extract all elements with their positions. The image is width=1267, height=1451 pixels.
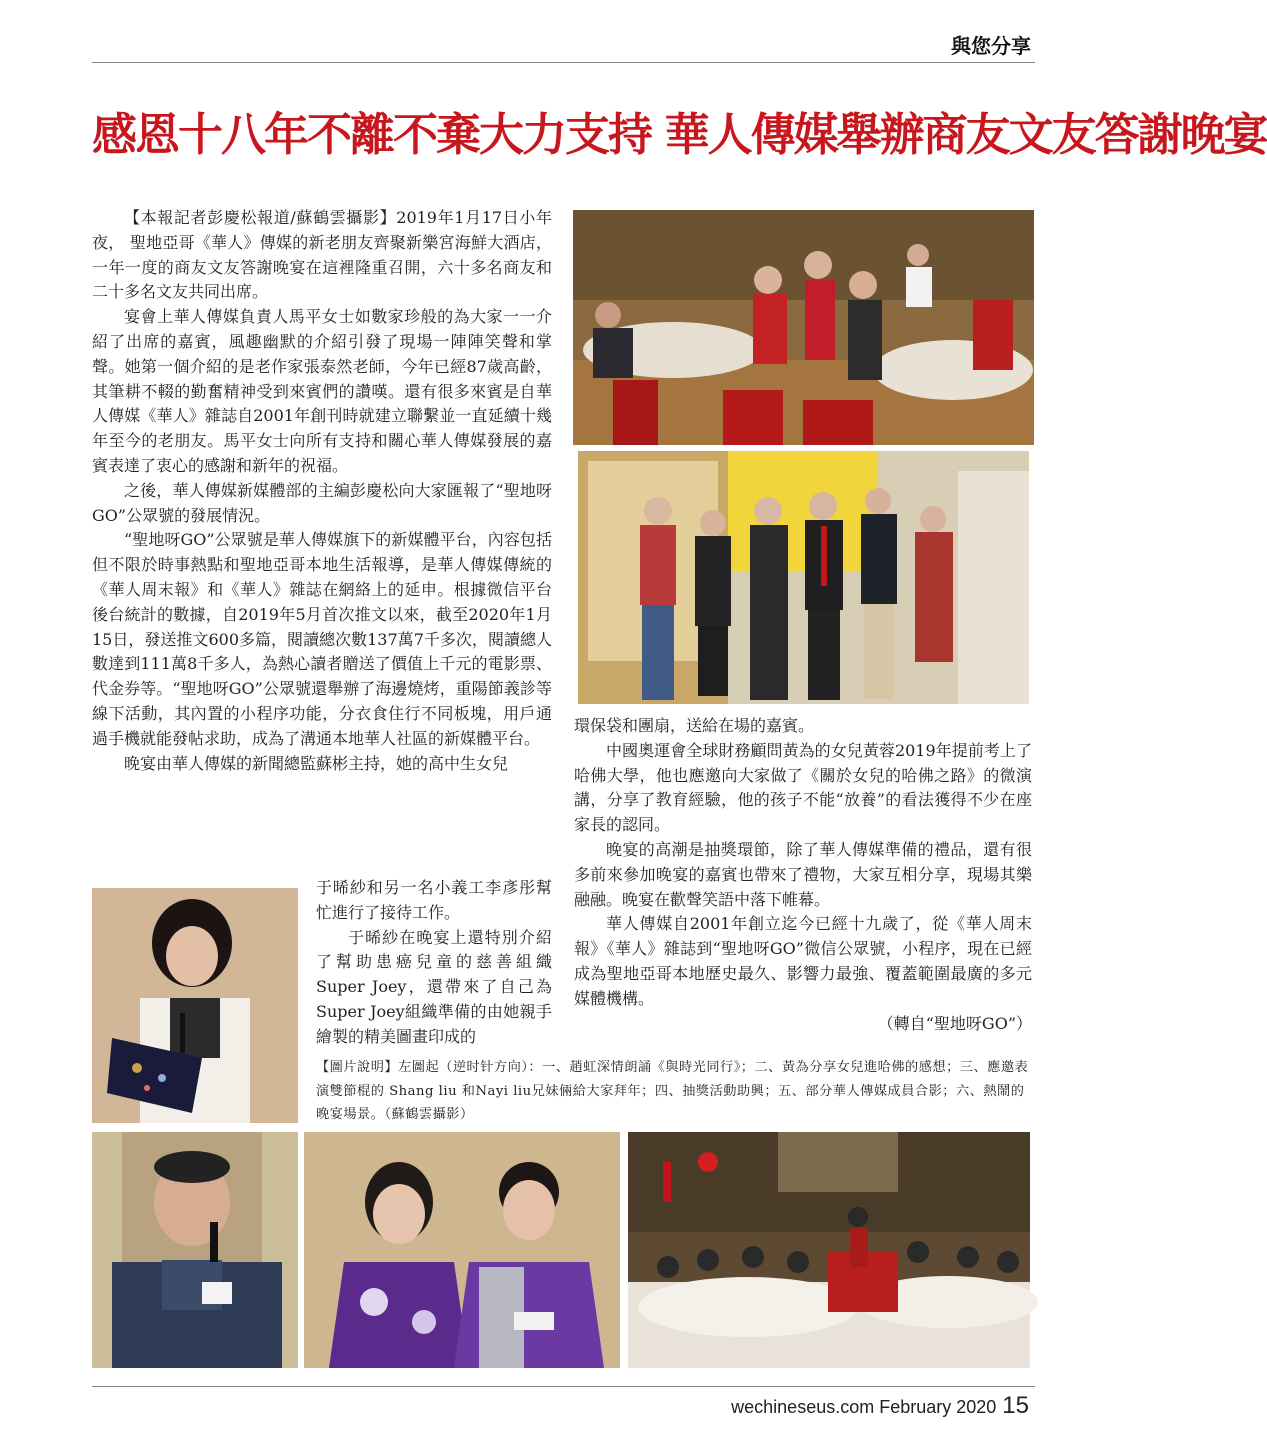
page-number: 15: [1002, 1392, 1029, 1419]
photo-group-image: [578, 451, 1029, 704]
section-label: 與您分享: [951, 34, 1031, 58]
article-left-narrow-column: [316, 876, 552, 1050]
photo-banquet-scene-image: [628, 1132, 1030, 1368]
photo-caption: 【圖片說明】左圖起（逆时针方向）：一、趙虹深情朗誦《與時光同行》；二、黃為分享女兒進哈佛的感想；三、應邀表演雙節棍的 Shang liu 和Nayi liu兄妹倆給大家拜年；四、抽獎活動助興；五、部分華人傳媒成員合影；六、熱鬧的晚宴場景。（蘇鶴雲攝影）: [316, 1060, 1029, 1122]
paragraph: 于晞紗在晚宴上還特別介紹了幫助患癌兒童的慈善組織Super Joey，還帶來了自己為Super Joey組織準備的由她親手繪製的精美圖畫印成的: [316, 927, 552, 1046]
paragraph: 【本報記者彭慶松報道/蘇鶴雲攝影】2019年1月17日小年夜， 聖地亞哥《華人》傳媒的新老朋友齊聚新樂宮海鮮大酒店，一年一度的商友文友答謝晚宴在這裡隆重召開，六十多名商友和二十多名文友共同出席。: [92, 208, 552, 302]
footer: [731, 1392, 1029, 1420]
top-divider: [92, 62, 1035, 63]
paragraph: “聖地呀GO”公眾號是華人傳媒旗下的新媒體平台，內容包括但不限於時事熱點和聖地亞哥本地生活報導，是華人傳媒傳統的《華人周末報》和《華人》雜誌在網絡上的延申。根據微信平台後台統計的數據，自2019年5月首次推文以來，截至2020年1月15日，發送推文600多篇，閱讀總次數137萬7千多次，閱讀總人數達到111萬8千多人，為熱心讀者贈送了價值上千元的電影票、代金券等。“聖地呀GO”公眾號還舉辦了海邊燒烤，重陽節義診等線下活動，其內置的小程序功能，分衣食住行不同板塊，用戶通過手機就能發帖求助，成為了溝通本地華人社區的新媒體平台。: [92, 530, 552, 748]
photo-woman-reciting-image: [92, 888, 298, 1123]
photo-group: [578, 451, 1029, 704]
footer-site-date: wechineseus.com February 2020: [731, 1397, 997, 1417]
photo-siblings-nunchaku-image: [304, 1132, 620, 1368]
paragraph: 之後，華人傳媒新媒體部的主編彭慶松向大家匯報了“聖地呀GO”公眾號的發展情況。: [92, 480, 552, 525]
paragraph: 晚宴由華人傳媒的新聞總監蘇彬主持，她的高中生女兒: [124, 753, 509, 773]
paragraph: 中國奧運會全球財務顧問黃為的女兒黃蓉2019年提前考上了哈佛大學，他也應邀向大家做了《關於女兒的哈佛之路》的微演講，分享了教育經驗，他的孩子不能“放養”的看法獲得不少在座家長的認同。: [574, 740, 1032, 835]
photo-banquet-scene: [628, 1132, 1030, 1368]
paragraph: 于晞紗和另一名小義工李彥彤幫忙進行了接待工作。: [316, 878, 552, 922]
photo-banquet-hall-image: [573, 210, 1034, 445]
photo-siblings-nunchaku: [304, 1132, 620, 1368]
paragraph: 晚宴的高潮是抽獎環節，除了華人傳媒準備的禮品，還有很多前來參加晚宴的嘉賓也帶來了禮物，大家互相分享，現場其樂融融。晚宴在歡聲笑語中落下帷幕。: [574, 839, 1032, 909]
paragraph: 宴會上華人傳媒負責人馬平女士如數家珍般的為大家一一介紹了出席的嘉賓，風趣幽默的介紹引發了現場一陣陣笑聲和掌聲。她第一個介紹的是老作家張泰然老師，今年已經87歲高齡，其筆耕不輟的勤奮精神受到來賓們的讚嘆。還有很多來賓是自華人傳媒《華人》雜誌自2001年創刊時就建立聯繫並一直延續十幾年至今的老朋友。馬平女士向所有支持和關心華人傳媒發展的嘉賓表達了衷心的感謝和新年的祝福。: [92, 307, 552, 475]
article-source: （轉自“聖地呀GO”）: [877, 1013, 1032, 1033]
photo-man-speaking: [92, 1132, 298, 1368]
paragraph: 華人傳媒自2001年創立迄今已經十九歲了，從《華人周末報》《華人》雜誌到“聖地呀GO”微信公眾號，小程序，現在已經成為聖地亞哥本地歷史最久、影響力最強、覆蓋範圍最廣的多元媒體機構。: [574, 914, 1032, 1008]
photo-man-speaking-image: [92, 1132, 298, 1368]
photo-woman-reciting: [92, 888, 298, 1123]
paragraph: 環保袋和團扇，送給在場的嘉賓。: [574, 716, 815, 735]
article-left-column: [92, 206, 552, 776]
headline: 感恩十八年不離不棄大力支持 華人傳媒舉辦商友文友答謝晚宴: [92, 108, 1267, 161]
photo-banquet-hall: [573, 210, 1034, 445]
bottom-divider: [92, 1386, 1035, 1387]
article-right-column: [574, 714, 1032, 1036]
